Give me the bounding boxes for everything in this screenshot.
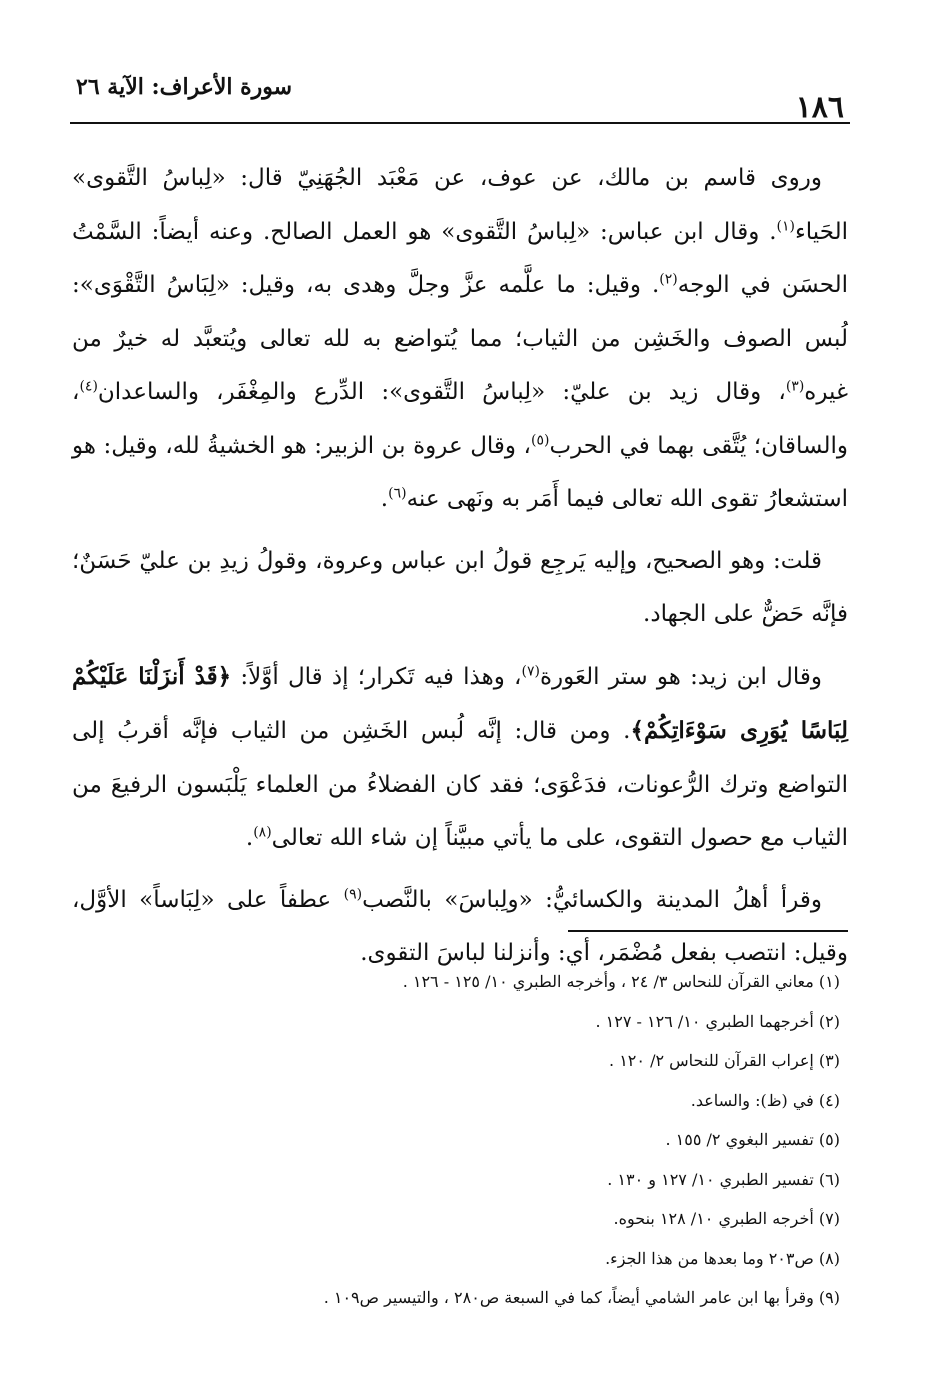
paragraph-text: . (245, 825, 254, 851)
paragraph-text: قلت: وهو الصحيح، وإليه يَرجِع قولُ ابن عباس وعروة، وقولُ زيدِ بن عليّ حَسَنٌ؛ فإنَّه حَضٌّ على الجهاد. (72, 547, 848, 627)
paragraph-text: وقال ابن زيد: هو ستر العَورة (539, 663, 822, 690)
body-paragraph (72, 650, 848, 866)
paragraph-text: . ومن قال: إنَّه لُبس الخَشِن من الثياب فإنَّه أقربُ إلى التواضع وترك الرُّعونات، فدَعْوَى؛ فقد كان الفضلاءُ من العلماء يَلْبَسون الرفيعَ من الثياب مع حصول التقوى، على ما يأتي مبيَّناً إن شاء الله تعالى (72, 718, 848, 851)
paragraph-text: ، وقال عروة بن الزبير: هو الخشيةُ لله، وقيل: هو استشعارُ تقوى الله تعالى فيما أَمَر به ونَهى عنه (72, 432, 848, 512)
page-number: ١٨٦ (795, 90, 844, 125)
footnotes-list (140, 962, 840, 1318)
paragraph-text: وروى قاسم بن مالك، عن عوف، عن مَعْبَد الجُهَنِيّ قال: «لِباسُ التَّقوى» الحَياء (72, 165, 848, 245)
paragraph-text: ، وهذا فيه تَكرار؛ إذ قال أوَّلاً: (231, 663, 522, 690)
footnote-reference: (٨) (253, 824, 272, 841)
header-rule (70, 122, 850, 124)
quran-quote: ﴿قَدْ أَنزَلْنَا عَلَيْكُمْ لِبَاسًا يُوَرِى سَوْءَاتِكُمْ﴾ (72, 662, 849, 744)
footnote-item: (٢) أخرجهما الطبري ١٠/ ١٢٦ - ١٢٧ . (595, 1011, 840, 1031)
paragraph-text: . (380, 486, 389, 512)
footnote-reference: (٧) (521, 662, 540, 679)
footnote-reference: (٩) (343, 885, 363, 902)
footnote-item: (٩) وقرأ بها ابن عامر الشامي أيضاً، كما في السبعة ص٢٨٠ ، والتيسير ص١٠٩ . (323, 1288, 840, 1307)
footnote-reference: (٣) (785, 378, 805, 395)
paragraph-text: . وقيل: ما علَّمه عزَّ وجلَّ وهدى به، وقيل: «لِبَاسُ التَّقْوَى»: لُبس الصوف والخَشِن من الثياب؛ مما يُتواضع به لله تعالى ويُتعبَّد له خيرٌ من غيره (72, 272, 848, 405)
body-paragraph (72, 152, 848, 527)
page-header (70, 72, 850, 124)
footnote-reference: (٦) (388, 485, 407, 502)
footnote-reference: (١) (776, 217, 795, 234)
footnote-item: (٣) إعراب القرآن للنحاس ٢/ ١٢٠ . (609, 1051, 840, 1070)
footnote-item: (٥) تفسير البغوي ٢/ ١٥٥ . (665, 1130, 840, 1149)
paragraph-text: ، وقال زيد بن عليّ: «لِباسُ التَّقوى»: الدِّرع والمِغْفَر، والساعدان (97, 379, 786, 405)
paragraph-text: عطفاً على «لِبَاساً» الأوَّل، وقيل: انتصب بفعل مُضْمَر، أي: وأنزلنا لباسَ التقوى. (72, 886, 848, 966)
paragraph-text: . وقال ابن عباس: «لِباسُ التَّقوى» هو العمل الصالح. وعنه أيضاً: السَّمْتُ الحسَن في الوجه (72, 218, 849, 298)
footnote-item: (٤) في (ظ): والساعد. (690, 1090, 840, 1110)
paragraph-text: ، والساقان؛ يُتَّقى بهما في الحرب (72, 379, 848, 459)
body-paragraph (72, 535, 848, 642)
paragraph-text: وقرأ أهلُ المدينة والكسائيُّ: «ولِباسَ» بالنَّصب (362, 886, 822, 913)
footnote-reference: (٥) (530, 431, 550, 448)
footnote-item: (١) معاني القرآن للنحاس ٣/ ٢٤ ، وأخرجه الطبري ١٠/ ١٢٥ - ١٢٦ . (402, 972, 840, 991)
footnote-reference: (٤) (79, 378, 98, 395)
footnote-item: (٨) ص٢٠٣ وما بعدها من هذا الجزء. (605, 1248, 840, 1268)
footnote-reference: (٢) (659, 271, 678, 288)
running-title: سورة الأعراف: الآية ٢٦ (76, 74, 293, 100)
footnote-item: (٧) أخرجه الطبري ١٠/ ١٢٨ بنحوه. (613, 1209, 840, 1228)
footnote-item: (٦) تفسير الطبري ١٠/ ١٢٧ و ١٣٠ . (607, 1169, 840, 1189)
main-text (72, 152, 848, 981)
footnote-separator (568, 930, 848, 932)
